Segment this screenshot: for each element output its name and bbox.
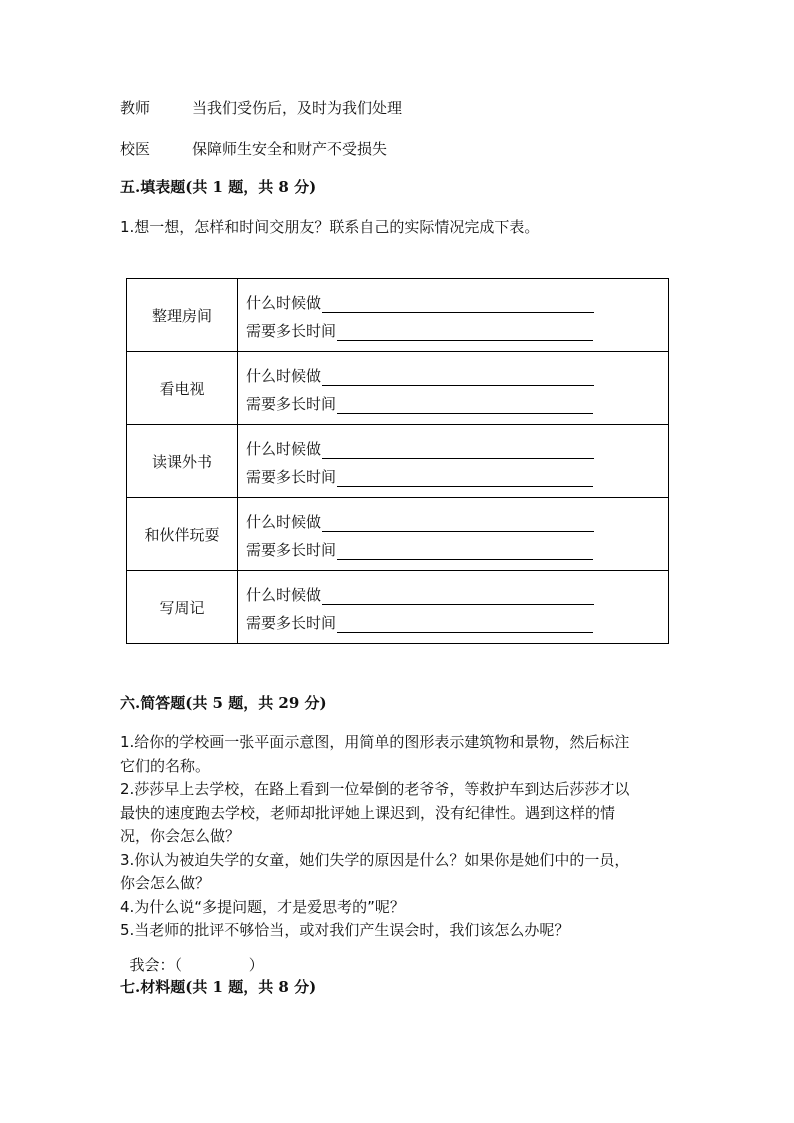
question-line: 5.当老师的批评不够恰当，或对我们产生误会时，我们该怎么办呢？ xyxy=(120,921,570,939)
answer-cell xyxy=(238,498,669,571)
duration-blank[interactable] xyxy=(337,324,593,341)
duration-label: 需要多长时间 xyxy=(246,322,337,340)
answer-text: 我会：（ ） xyxy=(129,956,264,974)
duration-blank[interactable] xyxy=(337,470,593,487)
answer-cell xyxy=(238,425,669,498)
section6-questions xyxy=(120,731,665,943)
activity-label: 读课外书 xyxy=(151,452,212,471)
table-row xyxy=(127,425,669,498)
activity-label: 和伙伴玩耍 xyxy=(144,525,220,544)
when-blank[interactable] xyxy=(322,515,594,532)
duration-field xyxy=(246,390,668,414)
when-label: 什么时候做 xyxy=(246,294,322,312)
activity-cell xyxy=(127,498,238,571)
match-description: 保障师生安全和财产不受损失 xyxy=(192,140,388,158)
section6-heading: 六.简答题(共 5 题，共 29 分) xyxy=(120,694,327,712)
activity-cell xyxy=(127,279,238,352)
table-row xyxy=(127,498,669,571)
when-label: 什么时候做 xyxy=(246,440,322,458)
question-line: 3.你认为被迫失学的女童，她们失学的原因是什么？如果你是她们中的一员， xyxy=(120,850,630,869)
activity-label: 看电视 xyxy=(159,379,205,398)
when-field xyxy=(246,581,668,605)
when-label: 什么时候做 xyxy=(246,367,322,385)
question-line: 1.给你的学校画一张平面示意图，用简单的图形表示建筑物和景物，然后标注 xyxy=(120,733,630,751)
answer-cell xyxy=(238,352,669,425)
section7-heading: 七.材料题(共 1 题，共 8 分) xyxy=(120,978,317,996)
activity-cell xyxy=(127,571,238,644)
section5-question: 1.想一想，怎样和时间交朋友？联系自己的实际情况完成下表。 xyxy=(120,218,540,236)
activity-cell xyxy=(127,425,238,498)
when-blank[interactable] xyxy=(322,442,594,459)
duration-label: 需要多长时间 xyxy=(246,468,337,486)
when-field xyxy=(246,362,668,386)
question-line: 况，你会怎么做？ xyxy=(120,827,241,845)
duration-field xyxy=(246,317,668,341)
answer-cell xyxy=(238,279,669,352)
table-row xyxy=(127,571,669,644)
match-pair-1 xyxy=(120,97,402,118)
duration-field xyxy=(246,463,668,487)
answer-cell xyxy=(238,571,669,644)
when-field xyxy=(246,289,668,313)
duration-blank[interactable] xyxy=(337,543,593,560)
question-line: 4.为什么说“多提问题，才是爱思考的”呢？ xyxy=(120,897,405,916)
match-role: 校医 xyxy=(120,140,151,158)
duration-blank[interactable] xyxy=(337,397,593,414)
when-label: 什么时候做 xyxy=(246,513,322,531)
section5-heading: 五.填表题(共 1 题，共 8 分) xyxy=(120,178,317,196)
duration-field xyxy=(246,609,668,633)
duration-label: 需要多长时间 xyxy=(246,541,337,559)
question-line: 最快的速度跑去学校，老师却批评她上课迟到，没有纪律性。遇到这样的情 xyxy=(120,803,616,822)
table-row xyxy=(127,279,669,352)
match-description: 当我们受伤后，及时为我们处理 xyxy=(192,99,403,117)
when-blank[interactable] xyxy=(322,369,594,386)
table-row xyxy=(127,352,669,425)
activity-cell xyxy=(127,352,238,425)
match-role: 教师 xyxy=(120,99,151,117)
duration-label: 需要多长时间 xyxy=(246,614,337,632)
when-field xyxy=(246,435,668,459)
when-blank[interactable] xyxy=(322,296,594,313)
match-pair-2 xyxy=(120,138,387,159)
duration-label: 需要多长时间 xyxy=(246,395,337,413)
when-label: 什么时候做 xyxy=(246,586,322,604)
when-blank[interactable] xyxy=(322,588,594,605)
question-line: 它们的名称。 xyxy=(120,756,211,775)
question-line: 你会怎么做？ xyxy=(120,874,211,892)
duration-field xyxy=(246,536,668,560)
time-planning-table xyxy=(126,278,669,644)
duration-blank[interactable] xyxy=(337,616,593,633)
activity-label: 整理房间 xyxy=(151,306,212,325)
activity-label: 写周记 xyxy=(159,598,205,617)
answer-line xyxy=(120,936,264,975)
question-line: 2.莎莎早上去学校，在路上看到一位晕倒的老爷爷，等救护车到达后莎莎才以 xyxy=(120,780,630,798)
when-field xyxy=(246,508,668,532)
